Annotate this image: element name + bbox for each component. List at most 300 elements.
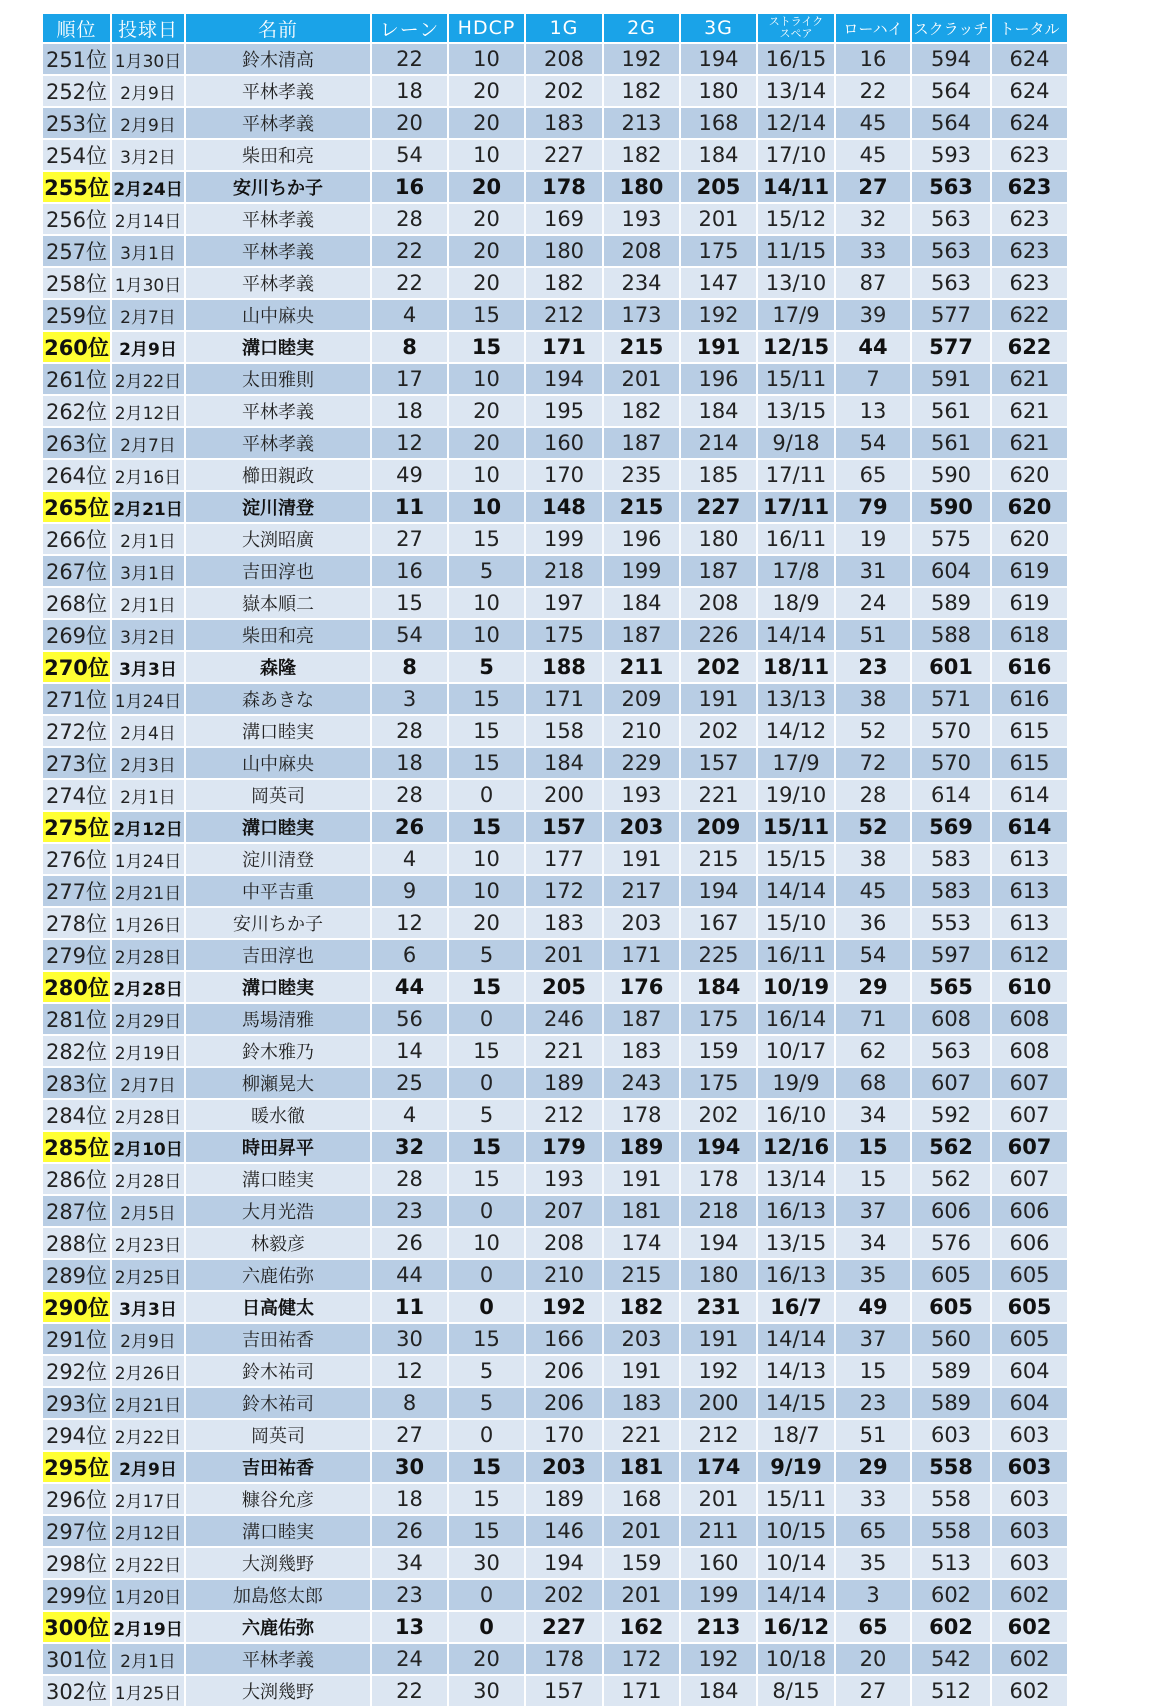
scratch-cell: 607 [911,1067,991,1099]
scratch-cell: 593 [911,139,991,171]
table-row [43,1387,1154,1419]
game3-cell: 218 [680,1195,757,1227]
date-cell: 2月9日 [111,1451,185,1483]
total-cell: 616 [991,683,1068,715]
low-high-cell: 36 [835,907,911,939]
table-row [43,939,1154,971]
low-high-cell: 27 [835,1675,911,1707]
low-high-cell: 65 [835,1611,911,1643]
rank-cell: 285位 [43,1131,111,1163]
game1-cell: 195 [525,395,603,427]
total-cell: 608 [991,1035,1068,1067]
low-high-cell: 38 [835,683,911,715]
low-high-cell: 3 [835,1579,911,1611]
lane-cell: 26 [371,811,448,843]
hdcp-cell: 15 [448,1483,525,1515]
strike-spare-cell: 16/12 [757,1611,835,1643]
strike-spare-cell: 13/14 [757,75,835,107]
game3-cell: 194 [680,875,757,907]
scratch-cell: 614 [911,779,991,811]
date-cell: 2月9日 [111,107,185,139]
table-row [43,1675,1154,1707]
table-row [43,971,1154,1003]
table-row [43,1643,1154,1675]
rank-cell: 279位 [43,939,111,971]
header-rank: 順位 [43,14,111,43]
hdcp-cell: 20 [448,907,525,939]
scratch-cell: 563 [911,1035,991,1067]
hdcp-cell: 5 [448,1099,525,1131]
name-cell: 平林孝義 [185,395,371,427]
table-row [43,395,1154,427]
date-cell: 2月12日 [111,395,185,427]
game1-cell: 179 [525,1131,603,1163]
total-cell: 623 [991,171,1068,203]
strike-spare-cell: 17/8 [757,555,835,587]
rank-cell: 253位 [43,107,111,139]
low-high-cell: 71 [835,1003,911,1035]
rank-cell: 271位 [43,683,111,715]
lane-cell: 26 [371,1515,448,1547]
game1-cell: 172 [525,875,603,907]
lane-cell: 28 [371,203,448,235]
date-cell: 2月28日 [111,971,185,1003]
table-row [43,1003,1154,1035]
hdcp-cell: 0 [448,1259,525,1291]
game2-cell: 187 [603,1003,680,1035]
table-row [43,299,1154,331]
game2-cell: 201 [603,1515,680,1547]
scratch-cell: 553 [911,907,991,939]
scratch-cell: 512 [911,1675,991,1707]
game3-cell: 201 [680,1483,757,1515]
rank-cell: 261位 [43,363,111,395]
game2-cell: 193 [603,779,680,811]
name-cell: 吉田淳也 [185,555,371,587]
game3-cell: 202 [680,1099,757,1131]
scratch-cell: 569 [911,811,991,843]
date-cell: 2月17日 [111,1483,185,1515]
game2-cell: 176 [603,971,680,1003]
total-cell: 618 [991,619,1068,651]
date-cell: 3月2日 [111,139,185,171]
game1-cell: 171 [525,683,603,715]
low-high-cell: 51 [835,1419,911,1451]
total-cell: 606 [991,1227,1068,1259]
game1-cell: 184 [525,747,603,779]
name-cell: 日高健太 [185,1291,371,1323]
game3-cell: 194 [680,43,757,75]
game1-cell: 183 [525,107,603,139]
name-cell: 太田雅則 [185,363,371,395]
rank-cell: 270位 [43,651,111,683]
rank-cell: 299位 [43,1579,111,1611]
rank-cell: 273位 [43,747,111,779]
lane-cell: 44 [371,1259,448,1291]
rank-cell: 298位 [43,1547,111,1579]
game3-cell: 205 [680,171,757,203]
low-high-cell: 37 [835,1195,911,1227]
hdcp-cell: 30 [448,1547,525,1579]
date-cell: 2月28日 [111,939,185,971]
game3-cell: 201 [680,203,757,235]
strike-spare-cell: 17/9 [757,747,835,779]
game3-cell: 194 [680,1227,757,1259]
strike-spare-cell: 10/15 [757,1515,835,1547]
game2-cell: 182 [603,395,680,427]
name-cell: 溝口睦実 [185,1515,371,1547]
hdcp-cell: 20 [448,203,525,235]
hdcp-cell: 0 [448,1579,525,1611]
game1-cell: 206 [525,1355,603,1387]
game2-cell: 182 [603,1291,680,1323]
rank-cell: 293位 [43,1387,111,1419]
header-total: トータル [991,14,1068,43]
total-cell: 622 [991,331,1068,363]
header-game1: 1G [525,14,603,43]
rank-cell: 257位 [43,235,111,267]
total-cell: 605 [991,1259,1068,1291]
table-body [43,43,1154,1707]
strike-spare-cell: 16/11 [757,523,835,555]
low-high-cell: 33 [835,235,911,267]
strike-spare-cell: 10/18 [757,1643,835,1675]
hdcp-cell: 10 [448,587,525,619]
low-high-cell: 65 [835,459,911,491]
date-cell: 1月25日 [111,1675,185,1707]
low-high-cell: 51 [835,619,911,651]
game3-cell: 175 [680,235,757,267]
scratch-cell: 602 [911,1579,991,1611]
game2-cell: 208 [603,235,680,267]
name-cell: 中平吉重 [185,875,371,907]
game1-cell: 189 [525,1483,603,1515]
name-cell: 時田昇平 [185,1131,371,1163]
game3-cell: 213 [680,1611,757,1643]
table-row [43,171,1154,203]
game2-cell: 171 [603,1675,680,1707]
date-cell: 1月30日 [111,267,185,299]
name-cell: 溝口睦実 [185,1163,371,1195]
table-row [43,107,1154,139]
name-cell: 糠谷允彦 [185,1483,371,1515]
table-row [43,235,1154,267]
table-row [43,1419,1154,1451]
lane-cell: 54 [371,139,448,171]
table-row [43,811,1154,843]
total-cell: 620 [991,523,1068,555]
game3-cell: 192 [680,1355,757,1387]
lane-cell: 23 [371,1579,448,1611]
game3-cell: 167 [680,907,757,939]
name-cell: 吉田淳也 [185,939,371,971]
rank-cell: 278位 [43,907,111,939]
strike-spare-cell: 18/11 [757,651,835,683]
name-cell: 林毅彦 [185,1227,371,1259]
game2-cell: 174 [603,1227,680,1259]
rank-cell: 286位 [43,1163,111,1195]
game1-cell: 202 [525,75,603,107]
game2-cell: 159 [603,1547,680,1579]
low-high-cell: 7 [835,363,911,395]
name-cell: 吉田祐香 [185,1323,371,1355]
game1-cell: 203 [525,1451,603,1483]
name-cell: 馬場清雅 [185,1003,371,1035]
table-row [43,491,1154,523]
total-cell: 620 [991,459,1068,491]
strike-spare-cell: 15/10 [757,907,835,939]
total-cell: 603 [991,1483,1068,1515]
game3-cell: 194 [680,1131,757,1163]
name-cell: 淀川清登 [185,843,371,875]
game1-cell: 148 [525,491,603,523]
low-high-cell: 15 [835,1163,911,1195]
scratch-cell: 603 [911,1419,991,1451]
game1-cell: 193 [525,1163,603,1195]
lane-cell: 3 [371,683,448,715]
game3-cell: 202 [680,651,757,683]
game2-cell: 162 [603,1611,680,1643]
table-row [43,1227,1154,1259]
date-cell: 2月19日 [111,1035,185,1067]
game2-cell: 217 [603,875,680,907]
game3-cell: 211 [680,1515,757,1547]
strike-spare-cell: 16/11 [757,939,835,971]
strike-spare-cell: 9/18 [757,427,835,459]
game2-cell: 209 [603,683,680,715]
game2-cell: 201 [603,1579,680,1611]
name-cell: 淀川清登 [185,491,371,523]
date-cell: 2月16日 [111,459,185,491]
name-cell: 柳瀬晃大 [185,1067,371,1099]
lane-cell: 17 [371,363,448,395]
lane-cell: 25 [371,1067,448,1099]
total-cell: 622 [991,299,1068,331]
low-high-cell: 54 [835,427,911,459]
game1-cell: 208 [525,1227,603,1259]
table-row [43,619,1154,651]
date-cell: 2月4日 [111,715,185,747]
low-high-cell: 34 [835,1227,911,1259]
rank-cell: 267位 [43,555,111,587]
date-cell: 2月1日 [111,587,185,619]
hdcp-cell: 10 [448,43,525,75]
low-high-cell: 45 [835,139,911,171]
lane-cell: 9 [371,875,448,907]
total-cell: 607 [991,1099,1068,1131]
game2-cell: 178 [603,1099,680,1131]
low-high-cell: 16 [835,43,911,75]
lane-cell: 4 [371,1099,448,1131]
name-cell: 平林孝義 [185,235,371,267]
hdcp-cell: 15 [448,1323,525,1355]
table-row [43,203,1154,235]
total-cell: 621 [991,363,1068,395]
game2-cell: 171 [603,939,680,971]
total-cell: 602 [991,1579,1068,1611]
date-cell: 2月29日 [111,1003,185,1035]
name-cell: 柴田和亮 [185,619,371,651]
low-high-cell: 32 [835,203,911,235]
scratch-cell: 577 [911,331,991,363]
game2-cell: 199 [603,555,680,587]
date-cell: 2月23日 [111,1227,185,1259]
hdcp-cell: 15 [448,683,525,715]
lane-cell: 22 [371,1675,448,1707]
scratch-cell: 542 [911,1643,991,1675]
game3-cell: 192 [680,299,757,331]
table-row [43,1483,1154,1515]
date-cell: 1月26日 [111,907,185,939]
scratch-cell: 577 [911,299,991,331]
game3-cell: 226 [680,619,757,651]
hdcp-cell: 20 [448,267,525,299]
lane-cell: 27 [371,1419,448,1451]
strike-spare-cell: 17/10 [757,139,835,171]
lane-cell: 23 [371,1195,448,1227]
strike-spare-cell: 10/14 [757,1547,835,1579]
total-cell: 603 [991,1547,1068,1579]
game1-cell: 178 [525,171,603,203]
table-row [43,875,1154,907]
lane-cell: 24 [371,1643,448,1675]
rank-cell: 265位 [43,491,111,523]
rank-cell: 282位 [43,1035,111,1067]
date-cell: 1月30日 [111,43,185,75]
strike-spare-cell: 12/16 [757,1131,835,1163]
game2-cell: 183 [603,1387,680,1419]
total-cell: 602 [991,1675,1068,1707]
game1-cell: 183 [525,907,603,939]
name-cell: 安川ちか子 [185,171,371,203]
hdcp-cell: 15 [448,811,525,843]
game3-cell: 175 [680,1003,757,1035]
game3-cell: 159 [680,1035,757,1067]
scratch-cell: 605 [911,1291,991,1323]
game1-cell: 205 [525,971,603,1003]
name-cell: 鈴木祐司 [185,1355,371,1387]
low-high-cell: 49 [835,1291,911,1323]
game2-cell: 201 [603,363,680,395]
strike-spare-cell: 16/10 [757,1099,835,1131]
table-row [43,1131,1154,1163]
date-cell: 2月28日 [111,1099,185,1131]
hdcp-cell: 0 [448,1611,525,1643]
total-cell: 616 [991,651,1068,683]
scratch-cell: 570 [911,715,991,747]
game1-cell: 200 [525,779,603,811]
rank-cell: 256位 [43,203,111,235]
game1-cell: 227 [525,139,603,171]
low-high-cell: 87 [835,267,911,299]
date-cell: 2月12日 [111,811,185,843]
strike-spare-cell: 10/17 [757,1035,835,1067]
strike-spare-cell: 16/7 [757,1291,835,1323]
game2-cell: 229 [603,747,680,779]
lane-cell: 18 [371,395,448,427]
total-cell: 613 [991,843,1068,875]
date-cell: 2月25日 [111,1259,185,1291]
name-cell: 六鹿佑弥 [185,1611,371,1643]
header-game3: 3G [680,14,757,43]
date-cell: 2月14日 [111,203,185,235]
low-high-cell: 65 [835,1515,911,1547]
name-cell: 平林孝義 [185,203,371,235]
rank-cell: 264位 [43,459,111,491]
table-row [43,1163,1154,1195]
total-cell: 602 [991,1611,1068,1643]
name-cell: 大渕幾野 [185,1675,371,1707]
scratch-cell: 571 [911,683,991,715]
lane-cell: 44 [371,971,448,1003]
table-row [43,1291,1154,1323]
date-cell: 2月24日 [111,171,185,203]
game3-cell: 175 [680,1067,757,1099]
table-row [43,683,1154,715]
rank-cell: 275位 [43,811,111,843]
rank-cell: 295位 [43,1451,111,1483]
table-row [43,651,1154,683]
rank-cell: 288位 [43,1227,111,1259]
hdcp-cell: 10 [448,363,525,395]
name-cell: 森あきな [185,683,371,715]
low-high-cell: 13 [835,395,911,427]
date-cell: 2月7日 [111,299,185,331]
scratch-cell: 576 [911,1227,991,1259]
rank-cell: 292位 [43,1355,111,1387]
total-cell: 607 [991,1067,1068,1099]
game2-cell: 196 [603,523,680,555]
strike-spare-cell: 18/9 [757,587,835,619]
strike-spare-cell: 8/15 [757,1675,835,1707]
game2-cell: 182 [603,139,680,171]
date-cell: 2月21日 [111,491,185,523]
hdcp-cell: 20 [448,1643,525,1675]
header-strike-spare [757,14,835,43]
game2-cell: 203 [603,1323,680,1355]
scratch-cell: 592 [911,1099,991,1131]
low-high-cell: 35 [835,1547,911,1579]
game2-cell: 215 [603,1259,680,1291]
lane-cell: 6 [371,939,448,971]
strike-spare-cell: 13/15 [757,395,835,427]
game3-cell: 147 [680,267,757,299]
lane-cell: 4 [371,843,448,875]
hdcp-cell: 5 [448,1387,525,1419]
scratch-cell: 565 [911,971,991,1003]
game3-cell: 185 [680,459,757,491]
rank-cell: 284位 [43,1099,111,1131]
total-cell: 619 [991,587,1068,619]
game2-cell: 168 [603,1483,680,1515]
lane-cell: 22 [371,235,448,267]
total-cell: 602 [991,1643,1068,1675]
hdcp-cell: 5 [448,555,525,587]
game2-cell: 192 [603,43,680,75]
game3-cell: 187 [680,555,757,587]
ranking-table [43,14,1154,1708]
game1-cell: 157 [525,811,603,843]
name-cell: 溝口睦実 [185,811,371,843]
game3-cell: 180 [680,523,757,555]
date-cell: 2月1日 [111,523,185,555]
hdcp-cell: 10 [448,1227,525,1259]
table-row [43,427,1154,459]
game3-cell: 180 [680,1259,757,1291]
game3-cell: 202 [680,715,757,747]
scratch-cell: 590 [911,459,991,491]
low-high-cell: 38 [835,843,911,875]
